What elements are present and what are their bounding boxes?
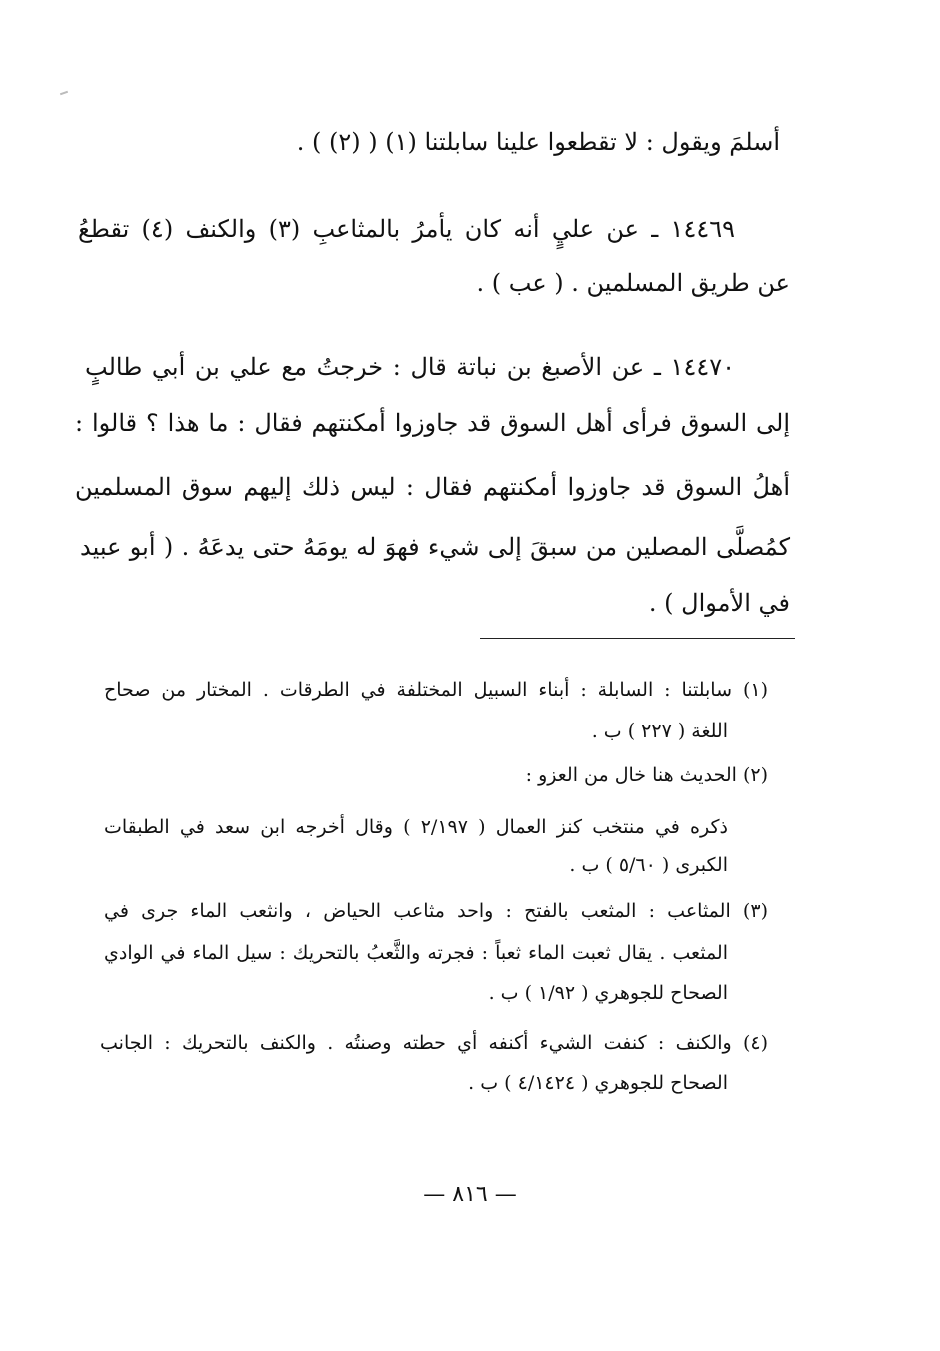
- footnote-1-cont: اللغة ( ٢٢٧ ) ب .: [591, 720, 728, 742]
- footnote-4: (٤) والكنف : كنفت الشيء أكنفه أي حطته وصنتُه . والكنف بالتحريك : الجانب: [100, 1032, 768, 1054]
- hadith-14469-line: ١٤٤٦٩ ـ عن عليٍ أنه كان يأمرُ بالمثاعبِ (٣) والكنف (٤) تقطعُ: [78, 215, 735, 243]
- footnote-3-cont: الصحاح للجوهري ( ١/٩٢ ) ب .: [488, 982, 728, 1004]
- footnote-1: (١) سابلتنا : السابلة : أبناء السبيل المختلفة في الطرقات . المختار من صحاح: [104, 679, 768, 701]
- footnote-2: (٢) الحديث هنا خال من العزو :: [525, 764, 768, 786]
- main-text-line: في الأموال ) .: [648, 589, 790, 617]
- footnote-2-cont: الكبرى ( ٥/٦٠ ) ب .: [569, 854, 728, 876]
- footnote-3-cont: المثعب . يقال ثعبت الماء ثعباً : فجرته والثَّعبُ بالتحريك : سيل الماء في الوادي: [104, 942, 728, 964]
- main-text-line: عن طريق المسلمين . ( عب ) .: [476, 269, 790, 297]
- page-number: — ٨١٦ —: [423, 1182, 517, 1207]
- footnote-2-cont: ذكره في منتخب كنز العمال ( ٢/١٩٧ ) وقال أخرجه ابن سعد في الطبقات: [104, 816, 729, 838]
- footnote-3: (٣) المثاعب : المثعب بالفتح : واحد مثاعب الحياض ، وانثعب الماء جرى في: [104, 900, 768, 922]
- footnote-separator: [480, 638, 795, 639]
- main-text-line: أسلمَ ويقول : لا تقطعوا علينا سابلتنا (١) ( (٢) ) .: [296, 128, 780, 156]
- main-text-line: أهلُ السوق قد جاوزوا أمكنتهم فقال : ليس ذلك إليهم سوق المسلمين: [75, 473, 790, 501]
- footnote-4-cont: الصحاح للجوهري ( ٤/١٤٢٤ ) ب .: [468, 1072, 728, 1094]
- hadith-14470-line: ١٤٤٧٠ ـ عن الأصبغ بن نباتة قال : خرجتُ مع علي بن أبي طالبٍ: [85, 353, 735, 381]
- main-text-line: إلى السوق فرأى أهل السوق قد جاوزوا أمكنتهم فقال : ما هذا ؟ قالوا :: [75, 409, 790, 437]
- scan-speck: [60, 91, 68, 96]
- main-text-line: كمُصلَّى المصلين من سبقَ إلى شيء فهوَ له يومَهُ حتى يدعَهُ . ( أبو عبيد: [80, 533, 790, 561]
